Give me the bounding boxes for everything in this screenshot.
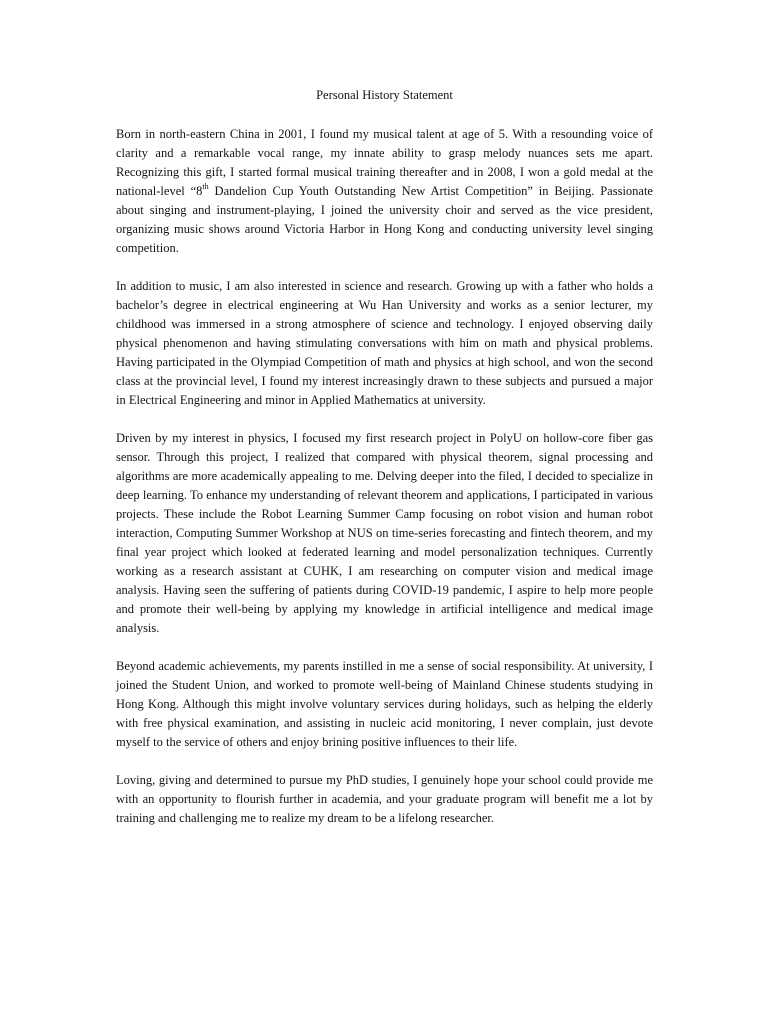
paragraph-conclusion: Loving, giving and determined to pursue my PhD studies, I genuinely hope your school could provide me with an opportunity to flourish further in academia, and your graduate program will benefit me a lot by training and challenging me to realize my dream to be a lifelong researcher. [116,773,653,825]
document-title: Personal History Statement [316,88,453,102]
paragraph-social-responsibility: Beyond academic achievements, my parents instilled in me a sense of social responsibility. At university, I joined the Student Union, and worked to promote well-being of Mainland Chinese students studying in Hong Kong. Although this might involve voluntary services during holidays, such as helping the elderly with free physical examination, and assisting in nucleic acid monitoring, I never complain, just devote myself to the service of others and enjoy brining positive influences to their life. [116,659,653,749]
paragraph-research: Driven by my interest in physics, I focused my first research project in PolyU on hollow-core fiber gas sensor. Through this project, I realized that compared with physical theorem, signal processing and algorithms are more academically appealing to me. Delving deeper into the filed, I decided to specialize in deep learning. To enhance my understanding of relevant theorem and applications, I participated in various projects. These include the Robot Learning Summer Camp focusing on robot vision and human robot interaction, Computing Summer Workshop at NUS on time-series forecasting and fintech theorem, and my final year project which looked at federated learning and model personalization techniques. Currently working as a research assistant at CUHK, I am researching on computer vision and medical image analysis. Having seen the suffering of patients during COVID-19 pandemic, I aspire to help more people and promote their well-being by applying my knowledge in artificial intelligence and medical image analysis. [116,431,653,635]
paragraph-music [116,125,653,258]
paragraph-science: In addition to music, I am also interested in science and research. Growing up with a father who holds a bachelor’s degree in electrical engineering at Wu Han University and works as a senior lecturer, my childhood was immersed in a strong atmosphere of science and technology. I enjoyed observing daily physical phenomenon and having stimulating conversations with him on math and physical problems. Having participated in the Olympiad Competition of math and physics at high school, and won the second class at the provincial level, I found my interest increasingly drawn to these subjects and pursued a major in Electrical Engineering and minor in Applied Mathematics at university. [116,279,653,407]
document-page [116,86,653,847]
ordinal-superscript: th [202,181,209,191]
paragraph-music-text-start: Born in north-eastern China in 2001, I found my musical talent at age of 5. With a resounding voice of clarity and a remarkable vocal range, my innate ability to grasp melody nuances sets me apart. Recognizing this gift, I started formal musical training thereafter and in 2008, I won a gold medal at the national-level “8 [116,127,653,198]
paragraph-music-text-end: Dandelion Cup Youth Outstanding New Artist Competition” in Beijing. Passionate about singing and instrument-playing, I joined the university choir and served as the vice president, organizing music shows around Victoria Harbor in Hong Kong and conducting university level singing competition. [116,184,653,255]
